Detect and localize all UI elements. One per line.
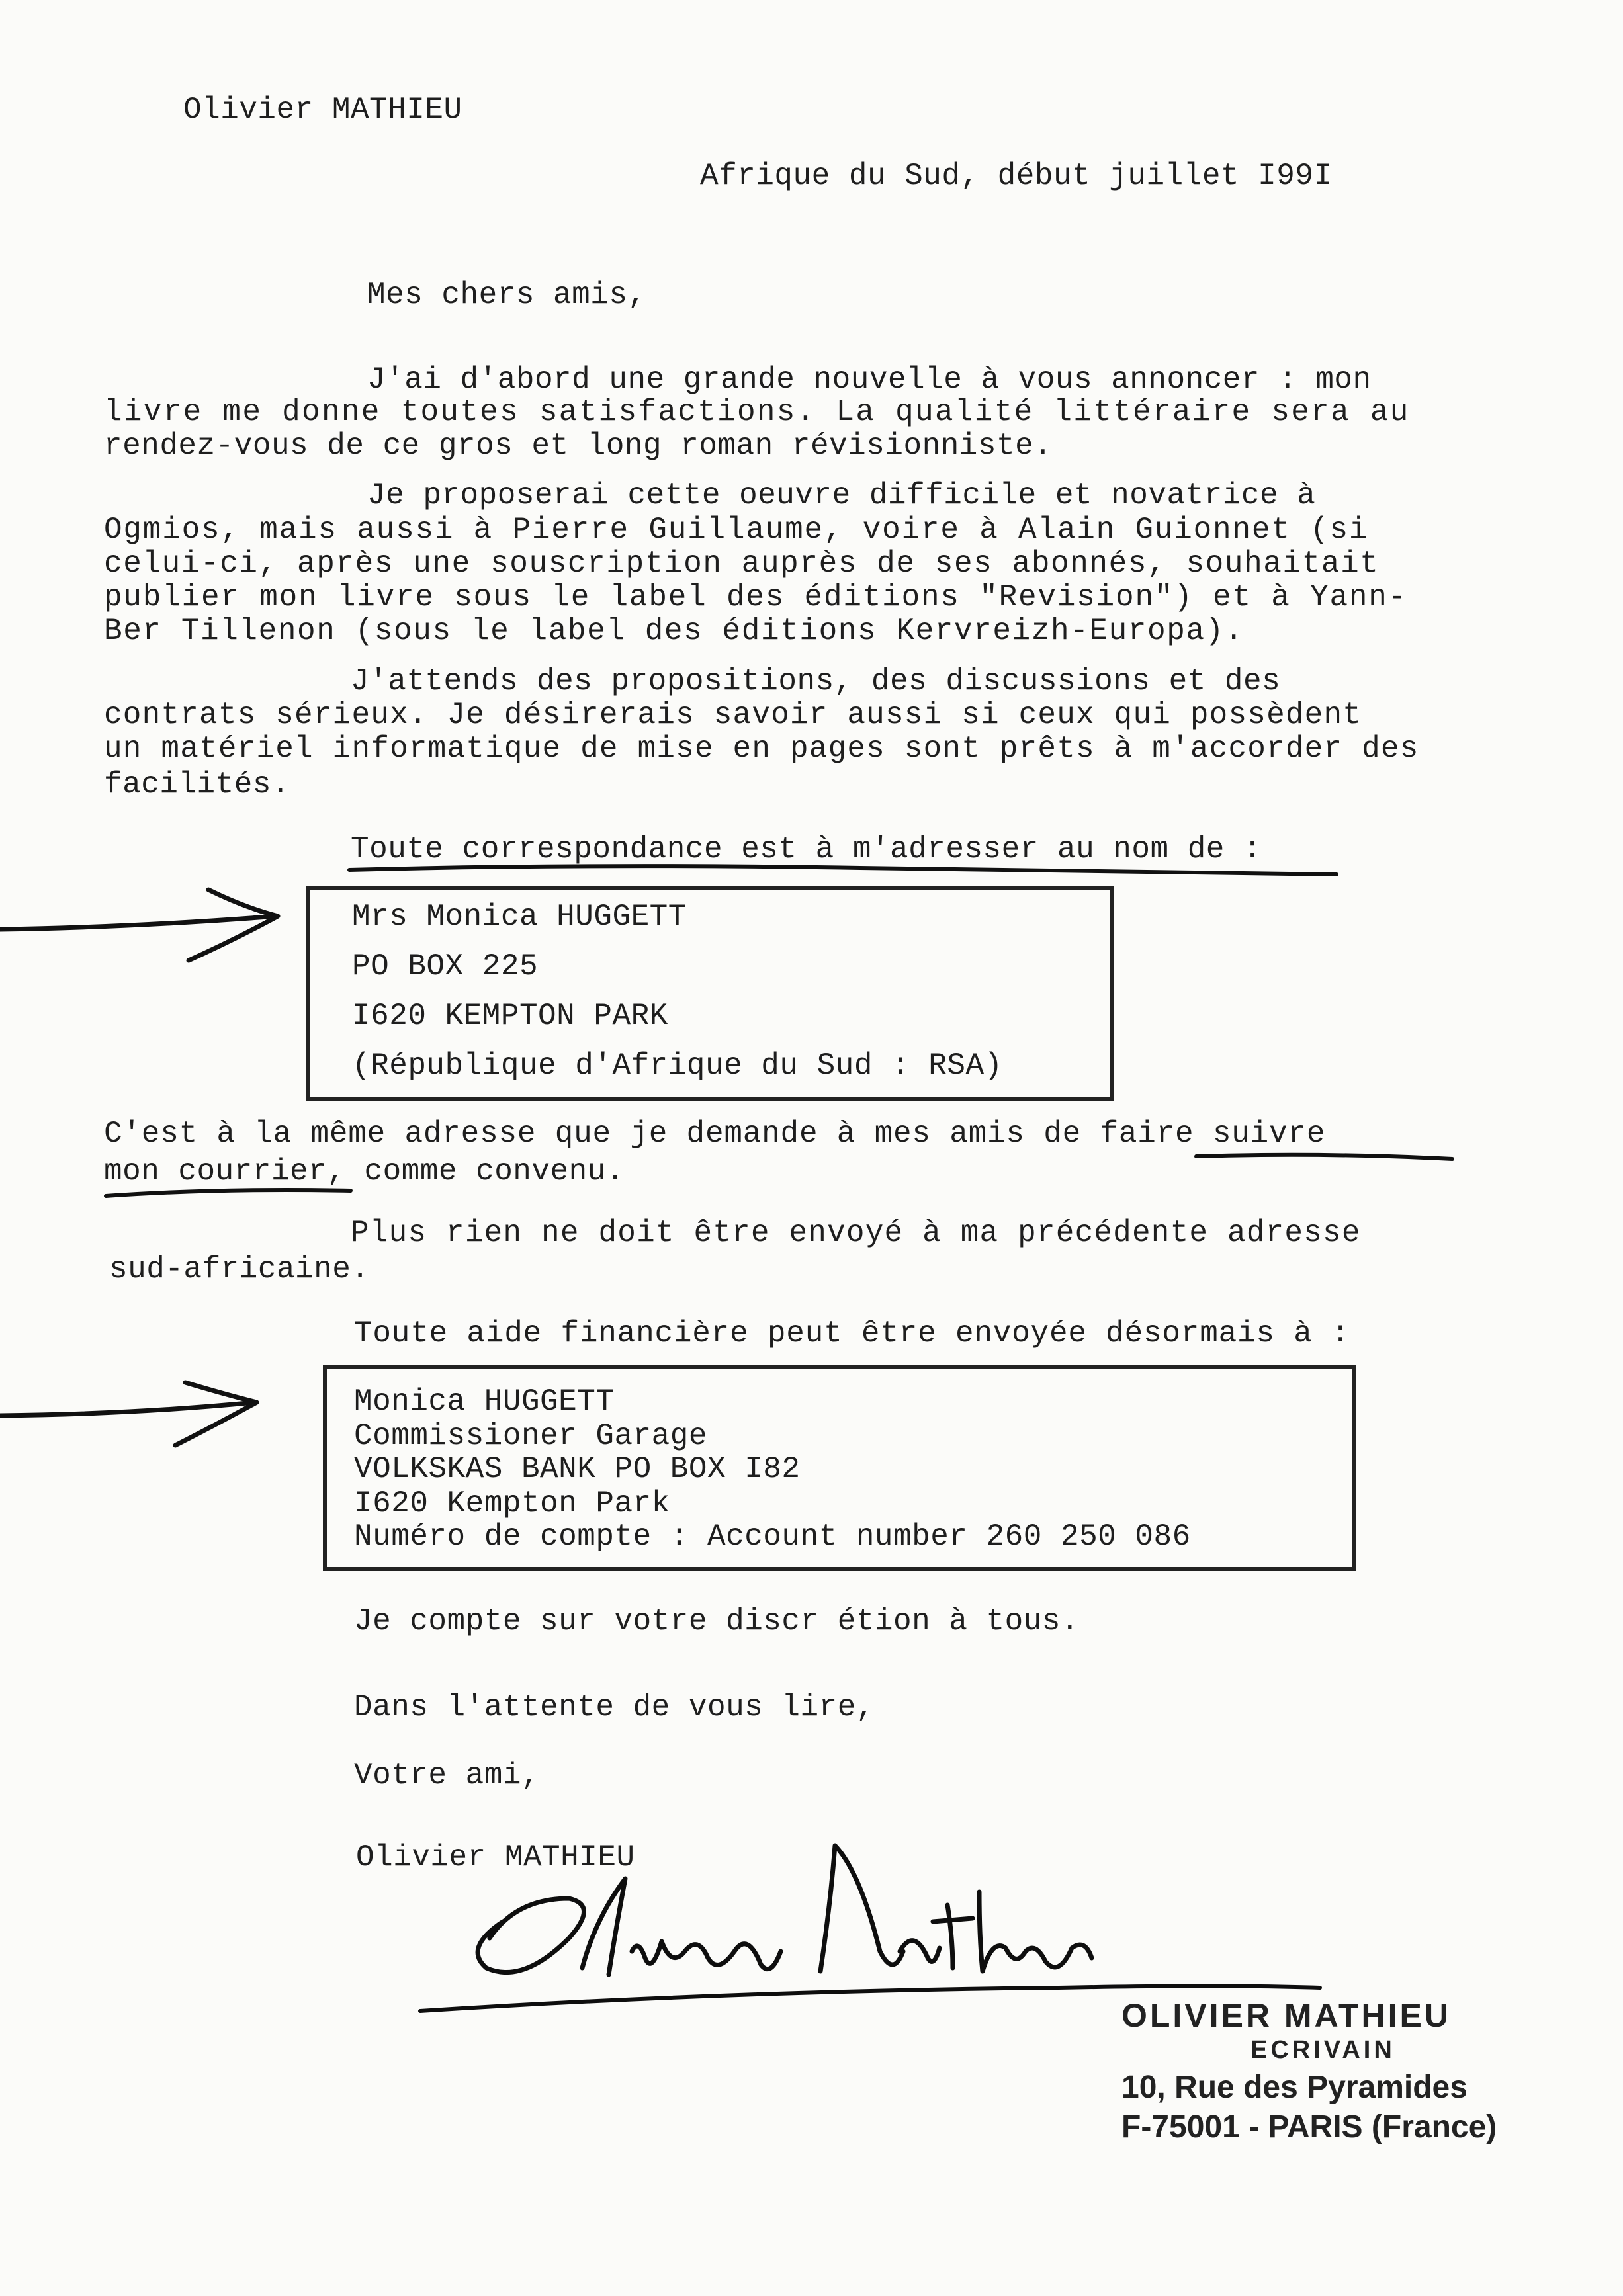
stamp-title: ECRIVAIN bbox=[1250, 2036, 1395, 2064]
bank-line: VOLKSKAS BANK PO BOX I82 bbox=[354, 1452, 801, 1486]
para2-line: Ber Tillenon (sous le label des éditions Kervreizh-Europa). bbox=[104, 614, 1245, 648]
para3-line: contrats sérieux. Je désirerais savoir aussi si ceux qui possèdent bbox=[104, 698, 1362, 732]
para3-line: un matériel informatique de mise en pages sont prêts à m'accorder des bbox=[104, 732, 1419, 766]
sender-name: Olivier MATHIEU bbox=[183, 93, 462, 127]
place-date: Afrique du Sud, début juillet I99I bbox=[700, 159, 1333, 193]
underline-mon-courrier bbox=[106, 1190, 351, 1196]
financial-intro: Toute aide financière peut être envoyée désormais à : bbox=[354, 1316, 1350, 1351]
correspondence-intro: Toute correspondance est à m'adresser au nom de : bbox=[351, 832, 1262, 867]
forward-line: C'est à la même adresse que je demande à mes amis de faire suivre bbox=[104, 1117, 1326, 1151]
para1-line: J'ai d'abord une grande nouvelle à vous annoncer : mon bbox=[367, 362, 1372, 397]
stamp-street: 10, Rue des Pyramides bbox=[1121, 2070, 1468, 2105]
address-line: (République d'Afrique du Sud : RSA) bbox=[352, 1048, 1003, 1083]
para2-line: Ogmios, mais aussi à Pierre Guillaume, voire à Alain Guionnet (si bbox=[104, 513, 1369, 547]
typed-signature: Olivier MATHIEU bbox=[356, 1840, 635, 1875]
para2-line: Je proposerai cette oeuvre difficile et novatrice à bbox=[367, 478, 1316, 513]
arrow-to-bank-icon bbox=[0, 1382, 257, 1445]
para2-line: celui-ci, après une souscription auprès de ses abonnés, souhaitait bbox=[104, 546, 1380, 581]
discretion-line: Je compte sur votre discr étion à tous. bbox=[354, 1604, 1080, 1638]
bank-line: Monica HUGGETT bbox=[354, 1384, 615, 1419]
para1-line: rendez-vous de ce gros et long roman révisionniste. bbox=[104, 429, 1053, 463]
bank-line: Numéro de compte : Account number 260 250 086 bbox=[354, 1519, 1191, 1554]
address-line: PO BOX 225 bbox=[352, 949, 539, 984]
handwritten-signature bbox=[420, 1846, 1320, 2011]
no-previous-line: Plus rien ne doit être envoyé à ma précédente adresse bbox=[351, 1216, 1361, 1250]
para1-line: livre me donne toutes satisfactions. La qualité littéraire sera au bbox=[104, 395, 1410, 429]
closing-line: Votre ami, bbox=[354, 1758, 541, 1793]
para3-line: J'attends des propositions, des discussions et des bbox=[351, 664, 1281, 699]
underline-correspondence bbox=[349, 866, 1337, 874]
salutation: Mes chers amis, bbox=[367, 278, 646, 312]
para2-line: publier mon livre sous le label des éditions "Revision") et à Yann- bbox=[104, 580, 1408, 615]
underline-faire-suivre bbox=[1196, 1155, 1452, 1159]
stamp-city: F-75001 - PARIS (France) bbox=[1121, 2109, 1497, 2145]
para3-line: facilités. bbox=[104, 767, 290, 802]
bank-line: I620 Kempton Park bbox=[354, 1486, 670, 1521]
closing-line: Dans l'attente de vous lire, bbox=[354, 1690, 875, 1724]
stamp-name: OLIVIER MATHIEU bbox=[1121, 1997, 1451, 2034]
no-previous-line: sud-africaine. bbox=[109, 1252, 370, 1287]
forward-line: mon courrier, comme convenu. bbox=[104, 1154, 625, 1189]
address-line: I620 KEMPTON PARK bbox=[352, 999, 668, 1033]
address-line: Mrs Monica HUGGETT bbox=[352, 900, 687, 934]
arrow-to-address-icon bbox=[0, 890, 278, 960]
bank-line: Commissioner Garage bbox=[354, 1419, 707, 1453]
